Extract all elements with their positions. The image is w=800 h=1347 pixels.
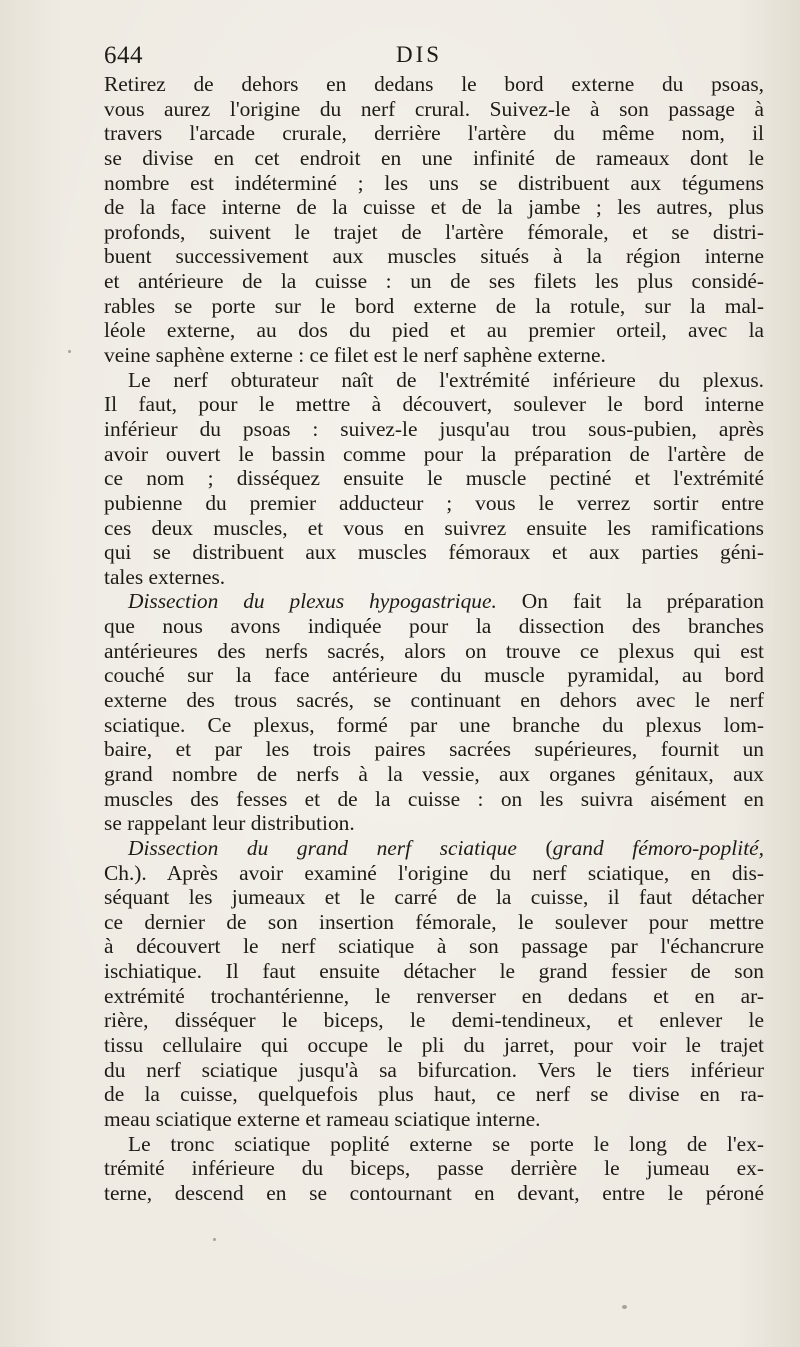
text-line bbox=[104, 368, 764, 393]
line-text: vous aurez l'origine du nerf crural. Suivez-le à son passage à bbox=[104, 96, 764, 121]
line-text: se divise en cet endroit en une infinité de rameaux dont le bbox=[104, 145, 764, 170]
text-line bbox=[104, 589, 764, 614]
text-line bbox=[104, 861, 764, 886]
line-text: léole externe, au dos du pied et au premier orteil, avec la bbox=[104, 318, 764, 343]
text-line bbox=[104, 787, 764, 812]
line-text: profonds, suivent le trajet de l'artère fémorale, et se distri- bbox=[104, 219, 764, 244]
text-line bbox=[104, 565, 764, 590]
line-text: On fait la préparation bbox=[496, 589, 764, 614]
line-text: séquant les jumeaux et le carré de la cuisse, il faut détacher bbox=[104, 885, 764, 910]
line-text: ce nom ; disséquez ensuite le muscle pectiné et l'extrémité bbox=[104, 466, 764, 491]
line-text: ischiatique. Il faut ensuite détacher le grand fessier de son bbox=[104, 959, 764, 984]
text-line bbox=[104, 491, 764, 516]
text-line bbox=[104, 417, 764, 442]
text-line bbox=[104, 195, 764, 220]
text-line bbox=[104, 392, 764, 417]
line-text: Le tronc sciatique poplité externe se porte le long de l'ex- bbox=[128, 1131, 764, 1156]
body-text bbox=[104, 72, 764, 1205]
text-line bbox=[104, 1107, 764, 1132]
text-line bbox=[104, 836, 764, 861]
line-text: externe des trous sacrés, se continuant en dehors avec le nerf bbox=[104, 688, 764, 713]
text-line bbox=[104, 984, 764, 1009]
text-line bbox=[104, 1132, 764, 1157]
text-line bbox=[104, 1033, 764, 1058]
text-line bbox=[104, 343, 764, 368]
line-text: de la face interne de la cuisse et de la jambe ; les autres, plus bbox=[104, 195, 764, 220]
line-text: Ch.). Après avoir examiné l'origine du nerf sciatique, en dis- bbox=[104, 860, 764, 885]
text-line bbox=[104, 466, 764, 491]
line-text: muscles des fesses et de la cuisse : on les suivra aisément en bbox=[104, 786, 764, 811]
text-line bbox=[104, 516, 764, 541]
line-text: baire, et par les trois paires sacrées supérieures, fournit un bbox=[104, 737, 764, 762]
line-text: ( bbox=[516, 835, 553, 860]
line-text: Retirez de dehors en dedans le bord externe du psoas, bbox=[104, 72, 764, 96]
running-title: DIS bbox=[396, 42, 443, 67]
italic-synonym: grand fémoro-poplité, bbox=[552, 835, 764, 860]
line-text: terne, descend en se contournant en devant, entre le péroné bbox=[104, 1180, 764, 1205]
text-line bbox=[104, 663, 764, 688]
text-line bbox=[104, 1181, 764, 1206]
line-text: que nous avons indiquée pour la dissection des branches bbox=[104, 614, 764, 639]
text-line bbox=[104, 220, 764, 245]
text-line bbox=[104, 910, 764, 935]
text-line bbox=[104, 244, 764, 269]
line-text: nombre est indéterminé ; les uns se distribuent aux tégumens bbox=[104, 170, 764, 195]
line-text: extrémité trochantérienne, le renverser en dedans et en ar- bbox=[104, 983, 764, 1008]
text-line bbox=[104, 688, 764, 713]
line-text: avoir ouvert le bassin comme pour la préparation de l'artère de bbox=[104, 441, 764, 466]
line-text: grand nombre de nerfs à la vessie, aux organes génitaux, aux bbox=[104, 761, 764, 786]
line-text: rière, disséquer le biceps, le demi-tendineux, et enlever le bbox=[104, 1008, 764, 1033]
text-line bbox=[104, 318, 764, 343]
italic-heading: Dissection du plexus hypogastrique. bbox=[128, 589, 497, 614]
line-text: buent successivement aux muscles situés à la région interne bbox=[104, 244, 764, 269]
line-text: ce dernier de son insertion fémorale, le soulever pour mettre bbox=[104, 909, 764, 934]
text-line bbox=[104, 72, 764, 97]
line-text: Il faut, pour le mettre à découvert, soulever le bord interne bbox=[104, 392, 764, 417]
italic-heading: Dissection du grand nerf sciatique bbox=[128, 835, 517, 860]
text-line bbox=[104, 811, 764, 836]
text-line bbox=[104, 121, 764, 146]
text-line bbox=[104, 934, 764, 959]
text-line bbox=[104, 540, 764, 565]
running-head bbox=[104, 42, 764, 72]
text-line bbox=[104, 1082, 764, 1107]
text-line bbox=[104, 737, 764, 762]
text-line bbox=[104, 614, 764, 639]
text-line bbox=[104, 959, 764, 984]
text-line bbox=[104, 442, 764, 467]
line-text: de la cuisse, quelquefois plus haut, ce nerf se divise en ra- bbox=[104, 1082, 764, 1107]
line-text: Le nerf obturateur naît de l'extrémité inférieure du plexus. bbox=[128, 367, 764, 392]
line-text: à découvert le nerf sciatique à son passage par l'échancrure bbox=[104, 934, 764, 959]
text-line bbox=[104, 171, 764, 196]
line-text: travers l'arcade crurale, derrière l'artère du même nom, il bbox=[104, 121, 764, 146]
text-line bbox=[104, 269, 764, 294]
line-text: et antérieure de la cuisse : un de ses filets les plus considé- bbox=[104, 269, 764, 294]
paper-speck bbox=[68, 350, 71, 353]
line-text: ces deux muscles, et vous en suivrez ensuite les ramifications bbox=[104, 515, 764, 540]
line-text: rables se porte sur le bord externe de la rotule, sur la mal- bbox=[104, 293, 764, 318]
line-text: qui se distribuent aux muscles fémoraux et aux parties géni- bbox=[104, 540, 764, 565]
text-line bbox=[104, 762, 764, 787]
line-text: sciatique. Ce plexus, formé par une branche du plexus lom- bbox=[104, 712, 764, 737]
text-line bbox=[104, 1008, 764, 1033]
text-line bbox=[104, 1058, 764, 1083]
text-line bbox=[104, 713, 764, 738]
line-text: trémité inférieure du biceps, passe derrière le jumeau ex- bbox=[104, 1156, 764, 1181]
line-text: couché sur la face antérieure du muscle pyramidal, au bord bbox=[104, 663, 764, 688]
paper-speck bbox=[622, 1305, 627, 1309]
text-line bbox=[104, 97, 764, 122]
line-text: du nerf sciatique jusqu'à sa bifurcation. Vers le tiers inférieur bbox=[104, 1057, 764, 1082]
page-number: 644 bbox=[104, 42, 143, 69]
line-text: tissu cellulaire qui occupe le pli du jarret, pour voir le trajet bbox=[104, 1032, 764, 1057]
text-line bbox=[104, 885, 764, 910]
line-text: se rappelant leur distribution. bbox=[104, 811, 355, 836]
line-text: pubienne du premier adducteur ; vous le verrez sortir entre bbox=[104, 490, 764, 515]
paper-speck bbox=[213, 1238, 216, 1241]
line-text: inférieur du psoas : suivez-le jusqu'au trou sous-pubien, après bbox=[104, 416, 764, 441]
text-line bbox=[104, 1156, 764, 1181]
line-text: tales externes. bbox=[104, 564, 226, 589]
text-line bbox=[104, 294, 764, 319]
line-text: meau sciatique externe et rameau sciatique interne. bbox=[104, 1106, 541, 1131]
text-line bbox=[104, 639, 764, 664]
line-text: veine saphène externe : ce filet est le nerf saphène externe. bbox=[104, 343, 606, 368]
line-text: antérieures des nerfs sacrés, alors on trouve ce plexus qui est bbox=[104, 638, 764, 663]
text-line bbox=[104, 146, 764, 171]
